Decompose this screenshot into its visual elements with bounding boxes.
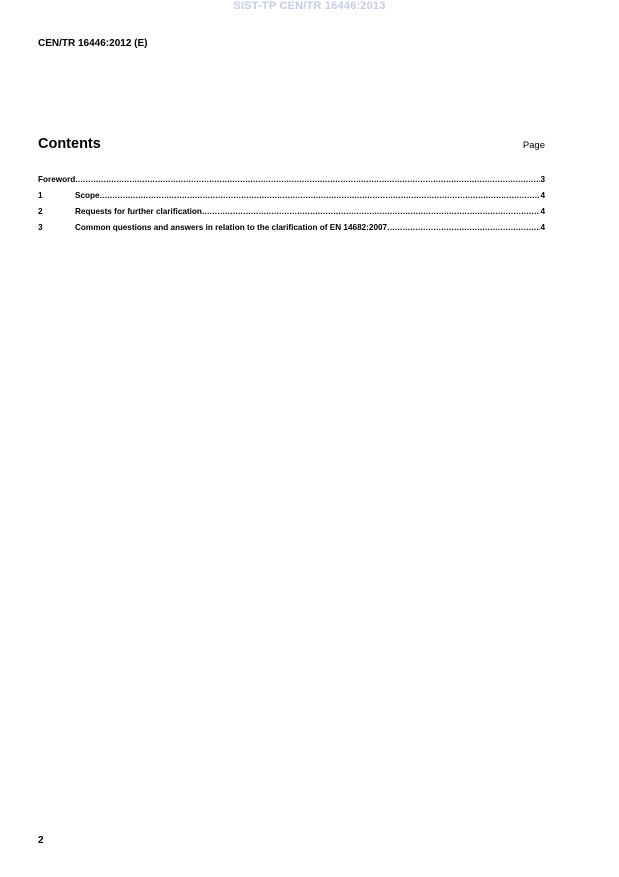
toc-entry-number: 2 [38,207,43,216]
toc-leader-dots [202,207,541,216]
toc-entry-page: 4 [540,223,545,232]
toc-entry-foreword[interactable] [38,175,545,191]
table-of-contents [38,175,545,239]
toc-leader-dots [75,175,540,184]
contents-header [38,136,545,156]
toc-entry-title: Scope [75,191,100,200]
toc-leader-dots [100,191,541,200]
page-number: 2 [38,835,44,846]
toc-entry-requests[interactable] [38,207,545,223]
toc-entry-title: Requests for further clarification [75,207,202,216]
document-id: CEN/TR 16446:2012 (E) [38,38,148,49]
toc-entry-scope[interactable] [38,191,545,207]
toc-entry-title: Foreword [38,175,76,184]
toc-leader-dots [387,223,540,232]
page-column-label: Page [522,140,545,151]
toc-entry-number: 1 [38,191,43,200]
toc-entry-number: 3 [38,223,43,232]
watermark: SIST-TP CEN/TR 16446:2013 [233,0,386,12]
contents-title: Contents [38,136,101,152]
toc-entry-title: Common questions and answers in relation to the clarification of EN 14682:2007 [75,223,388,232]
toc-entry-page: 4 [540,191,545,200]
toc-entry-page: 3 [540,175,545,184]
toc-entry-page: 4 [540,207,545,216]
toc-entry-common-questions[interactable] [38,223,545,239]
